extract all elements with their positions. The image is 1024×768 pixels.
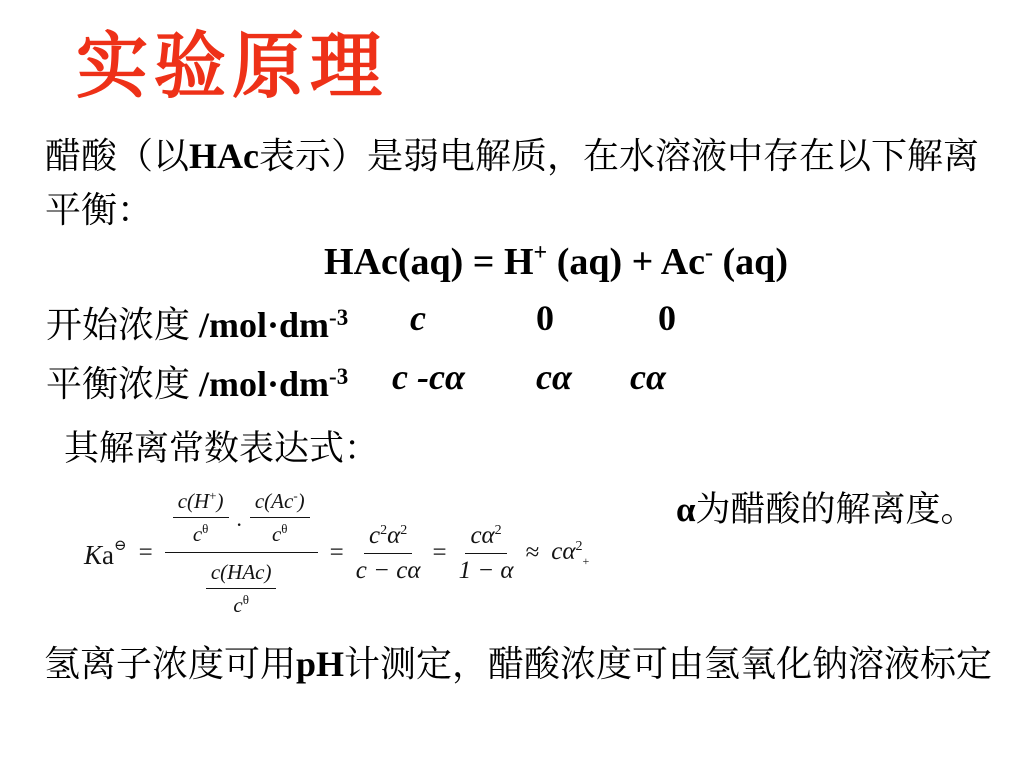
alpha-note-symbol: α xyxy=(676,490,696,529)
c-std-2: c xyxy=(271,522,282,546)
c2a2-sup1: 2 xyxy=(380,522,388,538)
fraction-c-ac-minus-den xyxy=(272,518,288,547)
c-std-1: c xyxy=(192,522,203,546)
equilibrium-value-h: cα xyxy=(536,357,572,397)
c2a2-sup2: 2 xyxy=(400,522,408,538)
fraction-c-ac-minus xyxy=(250,488,310,547)
k-expression-label: 其解离常数表达式： xyxy=(64,429,380,468)
c-std-3: c xyxy=(233,593,243,617)
main-fraction-denominator xyxy=(206,553,277,618)
c-ac-base: c(Ac xyxy=(254,489,294,513)
ca2-den-text: 1 − α xyxy=(458,556,514,584)
ka-a: a xyxy=(102,539,114,570)
initial-row-unit: /mol·dm xyxy=(199,305,330,345)
equilibrium-value-hac: c -cα xyxy=(392,357,465,397)
fraction-c2a2-num xyxy=(364,522,412,554)
fraction-ca2 xyxy=(459,522,514,585)
footer-line xyxy=(44,636,992,687)
equilibrium-value-ac: cα xyxy=(630,357,666,397)
fraction-c-hac-den xyxy=(233,589,249,618)
equals-sign-3: = xyxy=(432,539,447,566)
reaction-sup-minus: - xyxy=(705,240,714,266)
equilibrium-row-label xyxy=(46,356,348,407)
fraction-c-h-plus-den xyxy=(193,518,209,547)
intro-line-1 xyxy=(45,128,979,179)
intro-line-1-pre: 醋酸（以 xyxy=(45,136,190,176)
approx-result xyxy=(551,538,589,569)
multiply-dot-icon: · xyxy=(235,511,243,537)
ka-symbol xyxy=(84,536,127,571)
c2a2-c: c xyxy=(368,521,381,549)
tail-sup: 2 xyxy=(575,538,583,554)
intro-hac: HAc xyxy=(189,136,259,176)
fraction-c-h-plus-num xyxy=(173,488,229,518)
theta-sup-1: θ xyxy=(202,521,209,536)
fraction-c-hac xyxy=(206,560,277,618)
main-fraction-numerator xyxy=(165,488,318,553)
intro-line-1-post: 表示）是弱电解质，在水溶液中存在以下解离 xyxy=(259,136,980,176)
theta-sup-3: θ xyxy=(242,592,249,607)
fraction-c2a2-den xyxy=(356,554,421,585)
fraction-c2a2 xyxy=(356,522,421,585)
standard-state-icon: ⊖ xyxy=(114,537,127,554)
equilibrium-row-unit-exp: -3 xyxy=(329,364,349,389)
tail-sub-mark: + xyxy=(582,553,590,568)
equals-sign-1: = xyxy=(138,539,153,566)
approx-sign: ≈ xyxy=(525,539,540,566)
c-hac-base: c(HAc) xyxy=(210,560,272,584)
reaction-part-3: (aq) xyxy=(713,241,788,283)
initial-row-label xyxy=(46,297,348,348)
ka-formula xyxy=(84,482,589,624)
reaction-equation xyxy=(324,240,788,284)
fraction-c-h-plus xyxy=(173,488,229,547)
fraction-c-hac-num xyxy=(206,560,277,589)
ca2-base: cα xyxy=(470,521,495,549)
fraction-c-ac-minus-num xyxy=(250,488,310,518)
initial-value-ac: 0 xyxy=(658,298,676,338)
reaction-part-1: HAc(aq) = H xyxy=(324,241,534,283)
h-plus-sup: + xyxy=(209,488,217,503)
reaction-part-2: (aq) + Ac xyxy=(547,241,706,283)
reaction-sup-plus: + xyxy=(533,240,548,266)
fraction-ca2-num xyxy=(465,522,506,554)
fraction-ca2-den xyxy=(459,554,514,585)
c2a2-den-text: c − cα xyxy=(355,556,421,584)
c2a2-alpha: α xyxy=(387,521,401,549)
c-h-close: ) xyxy=(216,489,224,513)
intro-line-2: 平衡： xyxy=(45,190,154,230)
footer-part-2: 计测定，醋酸浓度可由氢氧化钠溶液标定 xyxy=(344,644,993,684)
initial-row-unit-exp: -3 xyxy=(329,305,349,330)
c-h-base: c(H xyxy=(177,489,210,513)
initial-value-hac: c xyxy=(410,298,426,338)
main-fraction xyxy=(165,488,318,618)
initial-row-label-cn: 开始浓度 xyxy=(46,305,200,345)
theta-sup-2: θ xyxy=(281,521,288,536)
ca2-sup: 2 xyxy=(494,522,502,538)
c-ac-close: ) xyxy=(297,489,305,513)
initial-value-h: 0 xyxy=(536,298,554,338)
page-title: 实验原理 xyxy=(76,27,389,107)
ac-minus-sup: - xyxy=(293,488,298,503)
ka-k: K xyxy=(84,539,103,570)
footer-ph: pH xyxy=(296,644,345,684)
equilibrium-row-unit: /mol·dm xyxy=(199,364,330,404)
alpha-note-text: 为醋酸的解离度。 xyxy=(695,490,976,529)
equals-sign-2: = xyxy=(329,539,344,566)
alpha-note xyxy=(676,482,976,532)
tail-base: cα xyxy=(551,537,576,565)
equilibrium-row-label-cn: 平衡浓度 xyxy=(46,364,200,404)
footer-part-1: 氢离子浓度可用 xyxy=(44,644,297,684)
